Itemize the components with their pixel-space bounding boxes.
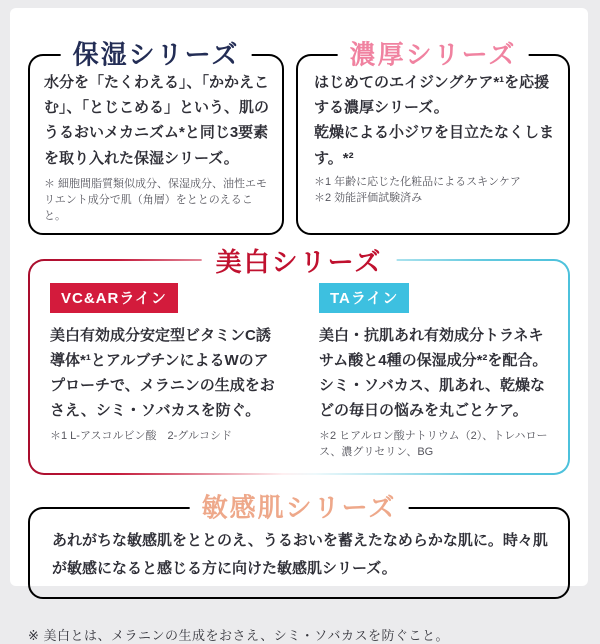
ta-line-badge: TAライン [319, 283, 409, 313]
series-row-top [28, 39, 570, 235]
ta-line-note: ＊2 ヒアルロン酸ナトリウム（2）、トレハロース、濃グリセリン、BG [319, 430, 548, 459]
ta-line-body-line1: 美白・抗肌あれ有効成分トラネキサム酸と4種の保湿成分*²を配合。 [319, 326, 548, 369]
ta-line-body-line2: シミ・ソバカス、肌あれ、乾燥などの毎日の悩みを丸ごとケア。 [319, 376, 546, 420]
section-whitening-box [28, 246, 570, 476]
section-sensitive-body: あれがちな敏感肌をととのえ、うるおいを蓄えたなめらかな肌に。時々肌が敏感になると感じる方に向けた敏感肌シリーズ。 [52, 532, 548, 577]
page-footnote: ※ 美白とは、メラニンの生成をおさえ、シミ・ソバカスを防ぐこと。 [28, 627, 450, 643]
series-row-sensitive [28, 492, 570, 599]
series-row-whitening [28, 246, 570, 476]
section-sensitive-box [28, 492, 570, 599]
section-moisture-note: ＊ 細胞間脂質類似成分、保湿成分、油性エモリエント成分で肌（角層）をととのえること。 [44, 177, 268, 222]
section-whitening-content [30, 261, 568, 474]
vc-ar-line-body: 美白有効成分安定型ビタミンC誘導体*¹とアルブチンによるWのアプローチで、メラニンの生成をおさえ、シミ・ソバカスを防ぐ。 [50, 326, 275, 420]
section-moisture-body: 水分を「たくわえる」、「かかえこむ」、「とじこめる」という、肌のうるおいメカニズム*と同じ3要素を取り入れた保湿シリーズ。 [44, 74, 270, 167]
content-card [10, 8, 588, 643]
section-rich-note1: ＊1 年齢に応じた化粧品によるスキンケア [314, 175, 521, 188]
section-rich-note2: ＊2 効能評価試験済み [314, 191, 423, 204]
section-moisture-box [28, 39, 284, 235]
section-moisture-title: 保湿シリーズ [61, 41, 252, 70]
vc-ar-line-column [30, 283, 299, 462]
section-rich-box [296, 39, 570, 235]
section-sensitive-title: 敏感肌シリーズ [190, 494, 409, 523]
section-rich-body-line2: 乾燥による小ジワを目立たなくします。*² [314, 124, 555, 167]
section-rich-body-line1: はじめてのエイジングケア*¹を応援する濃厚シリーズ。 [314, 74, 550, 117]
section-whitening-title: 美白シリーズ [202, 242, 397, 279]
section-rich-title: 濃厚シリーズ [338, 41, 529, 70]
vc-ar-line-badge: VC&ARライン [50, 283, 178, 313]
ta-line-column [299, 283, 568, 462]
vc-ar-line-note: ＊1 L-アスコルビン酸 2-グルコシド [50, 430, 232, 443]
